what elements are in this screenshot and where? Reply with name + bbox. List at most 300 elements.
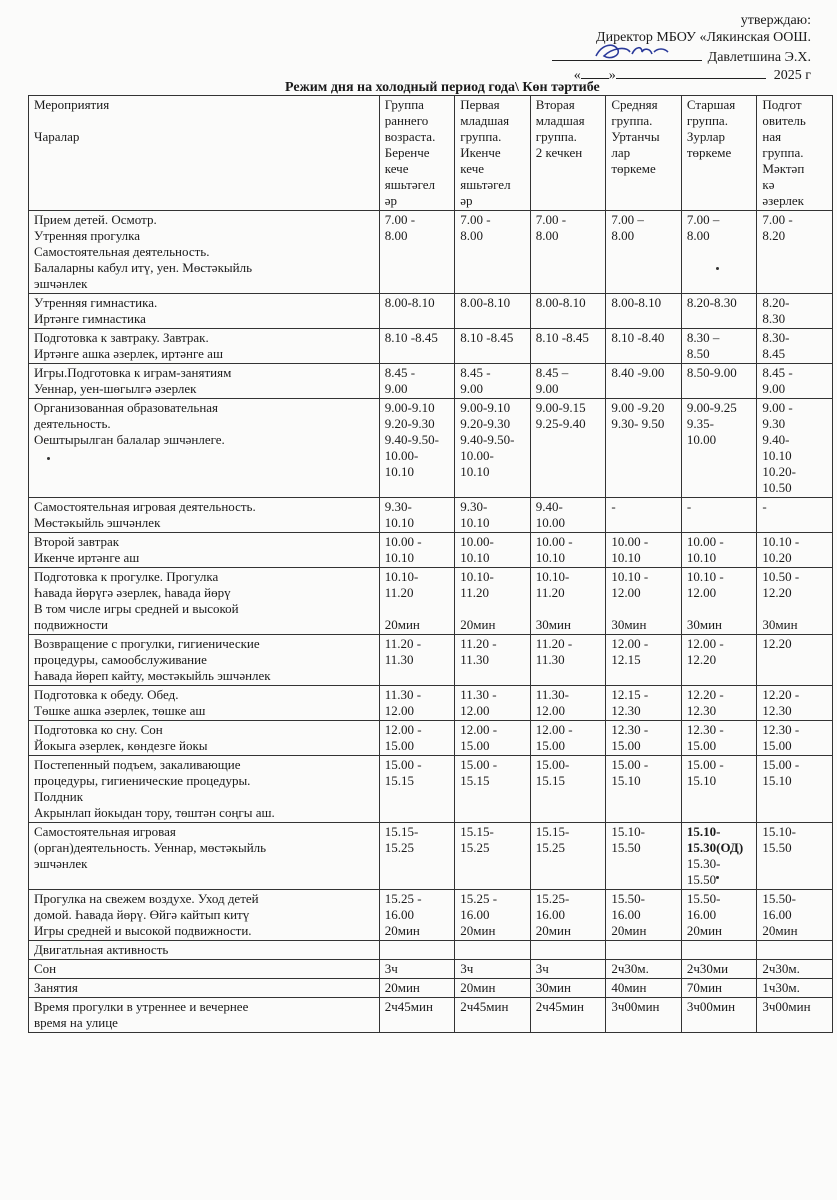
time-cell — [606, 533, 682, 568]
time-cell — [379, 960, 455, 979]
time-value: 9.00 — [460, 381, 484, 396]
time-value: 8.30 – — [686, 330, 720, 345]
month-blank — [616, 66, 766, 79]
time-cell — [757, 211, 833, 294]
time-value: 2ч45мин — [460, 999, 509, 1014]
time-value — [687, 601, 753, 617]
time-value: 9.00 — [384, 381, 408, 396]
table-row — [29, 498, 833, 533]
time-value: 12.30 - — [686, 722, 724, 737]
approval-name: Давлетшина Э.Х. — [707, 50, 811, 65]
activity-line: деятельность. — [34, 416, 111, 431]
table-row — [29, 635, 833, 686]
header-group-line: Зурлар — [686, 129, 725, 144]
header-group-cell — [681, 96, 757, 211]
activity-line: Сон — [34, 961, 57, 976]
time-value: 20мин — [460, 617, 496, 632]
time-value: 12.00 — [384, 703, 414, 718]
signature-blank — [552, 46, 702, 61]
time-value: 15.30(ОД) — [686, 840, 744, 855]
time-cell — [681, 399, 757, 498]
time-value: 9.00-9.10 — [460, 400, 511, 415]
time-value: 8.00 — [611, 228, 635, 243]
header-group-line: 2 кечкен — [535, 145, 583, 160]
activity-line: Мөстәкыйль эшчәнлек — [34, 515, 161, 530]
time-cell — [681, 823, 757, 890]
time-value: 20мин — [460, 923, 496, 938]
time-value: 8.10 -8.40 — [611, 330, 665, 345]
time-value: 11.20 - — [460, 636, 497, 651]
time-value: 20мин — [384, 980, 420, 995]
time-value: 20мин — [611, 923, 647, 938]
time-value: 15.00 — [460, 738, 490, 753]
time-value — [611, 942, 677, 958]
time-value: 30мин — [686, 617, 722, 632]
activity-line: время на улице — [34, 1015, 118, 1030]
activity-cell — [29, 823, 380, 890]
time-value: 9.40-9.50- — [460, 432, 515, 447]
time-value: 10.00 - — [611, 534, 649, 549]
time-cell — [681, 329, 757, 364]
header-group-cell — [606, 96, 682, 211]
header-group-line: кече — [460, 161, 485, 176]
time-value: 10.10- — [535, 569, 570, 584]
time-value: 15.00 - — [686, 757, 724, 772]
activity-cell — [29, 568, 380, 635]
table-row — [29, 756, 833, 823]
time-cell — [379, 823, 455, 890]
time-value: 12.15 — [611, 652, 641, 667]
time-value: 15.00 — [535, 738, 566, 753]
time-cell — [455, 890, 531, 941]
time-cell — [757, 533, 833, 568]
time-value: 15.50 — [611, 840, 641, 855]
time-value: 10.10 — [460, 515, 490, 530]
time-value: 10.00 - — [686, 534, 724, 549]
time-value: 8.45 – — [535, 365, 569, 380]
time-value — [536, 601, 602, 617]
time-cell — [757, 721, 833, 756]
activity-cell — [29, 890, 380, 941]
header-group-line: Подгот — [762, 97, 802, 112]
time-value: 8.00-8.10 — [611, 295, 662, 310]
time-value: 3ч — [384, 961, 398, 976]
time-cell — [606, 756, 682, 823]
table-row — [29, 960, 833, 979]
time-cell — [757, 364, 833, 399]
table-row — [29, 211, 833, 294]
time-value: 15.15 — [460, 773, 490, 788]
time-value: 8.30- — [762, 330, 790, 345]
time-value: 70мин — [686, 980, 722, 995]
table-row — [29, 533, 833, 568]
activity-line: (орган)деятельность. Уеннар, мөстәкыйль — [34, 840, 267, 855]
time-value: 15.25 - — [384, 891, 422, 906]
time-value: 12.20 - — [762, 687, 800, 702]
time-value: 15.00 - — [460, 757, 498, 772]
activity-line: Балаларны кабул итү, уен. Мөстәкыйль — [34, 260, 252, 275]
time-value: 11.20 - — [384, 636, 422, 651]
time-value: 8.10 -8.45 — [460, 330, 514, 345]
header-group-line: Группа — [384, 97, 424, 112]
activity-line: Второй завтрак — [34, 534, 120, 549]
time-cell — [379, 635, 455, 686]
activity-line: Икенче иртәнге аш — [34, 550, 140, 565]
time-cell — [379, 686, 455, 721]
time-value: 15.00 - — [762, 757, 800, 772]
approval-heading: утверждаю: — [740, 13, 811, 28]
table-row — [29, 686, 833, 721]
activity-cell — [29, 686, 380, 721]
header-group-line: лар — [611, 145, 631, 160]
header-group-line: Старшая — [686, 97, 736, 112]
header-activity — [29, 96, 380, 211]
header-group-line: овитель — [762, 113, 806, 128]
header-group-line: младшая — [460, 113, 510, 128]
time-cell — [455, 498, 531, 533]
schedule-body — [29, 211, 833, 1033]
time-value: 2ч30ми — [686, 961, 729, 976]
time-value — [611, 601, 677, 617]
header-group-line: группа. — [460, 129, 502, 144]
time-cell — [530, 979, 606, 998]
time-value: 10.50 — [762, 480, 792, 495]
time-value: 15.50- — [762, 891, 796, 906]
table-row — [29, 941, 833, 960]
time-value: 2ч45мин — [535, 999, 584, 1014]
header-group-line: группа. — [686, 113, 728, 128]
activity-line: Занятия — [34, 980, 78, 995]
header-activity-ru: Мероприятия — [34, 97, 110, 112]
time-cell — [455, 211, 531, 294]
time-value — [460, 942, 526, 958]
time-cell — [681, 364, 757, 399]
date-open-quote: « — [573, 68, 581, 83]
time-value: 10.10 — [762, 448, 792, 463]
activity-line: Төшке ашка әзерлек, төшке аш — [34, 703, 206, 718]
time-cell — [606, 890, 682, 941]
time-cell — [757, 890, 833, 941]
time-cell — [681, 721, 757, 756]
approval-signature-line — [552, 46, 811, 66]
table-row — [29, 364, 833, 399]
activity-cell — [29, 960, 380, 979]
activity-line: Игры средней и высокой подвижности. — [34, 923, 252, 938]
time-value: 30мин — [762, 617, 798, 632]
time-value — [385, 601, 451, 617]
time-value: 8.50-9.00 — [686, 365, 737, 380]
table-row — [29, 399, 833, 498]
time-value: 2ч30м. — [611, 961, 649, 976]
activity-line: Подготовка к прогулке. Прогулка — [34, 569, 219, 584]
time-value: - — [686, 499, 692, 514]
time-cell — [757, 329, 833, 364]
time-value: 9.30- — [384, 499, 412, 514]
signature-icon — [592, 40, 672, 62]
time-value: 12.20 — [686, 652, 717, 667]
time-value: 11.30 — [384, 652, 414, 667]
activity-line: процедуры, гигиенические процедуры. — [34, 773, 251, 788]
header-group-line: ная — [762, 129, 782, 144]
time-value — [536, 942, 602, 958]
time-value: 8.00 — [535, 228, 559, 243]
activity-line: Прогулка на свежем воздухе. Уход детей — [34, 891, 259, 906]
header-group-line: әр — [384, 193, 398, 208]
time-value: 10.10 — [460, 550, 490, 565]
header-group-line: младшая — [535, 113, 585, 128]
time-cell — [606, 941, 682, 960]
time-value: 7.00 - — [535, 212, 567, 227]
approval-block — [552, 12, 811, 84]
time-value: 16.00 — [535, 907, 566, 922]
time-cell — [757, 979, 833, 998]
time-value: 12.00 — [535, 703, 566, 718]
header-group-line: возраста. — [384, 129, 436, 144]
time-value: 8.00-8.10 — [535, 295, 586, 310]
time-cell — [606, 998, 682, 1033]
activity-cell — [29, 329, 380, 364]
daily-schedule-table — [28, 95, 833, 1033]
time-value: 8.45 — [762, 346, 786, 361]
time-value: 15.00- — [535, 757, 570, 772]
time-value: 8.10 -8.45 — [384, 330, 438, 345]
time-value: 8.45 - — [460, 365, 491, 380]
time-value: 8.00 — [384, 228, 408, 243]
time-cell — [379, 756, 455, 823]
time-cell — [681, 998, 757, 1033]
time-value: 11.20 — [460, 585, 490, 600]
time-cell — [757, 568, 833, 635]
activity-cell — [29, 211, 380, 294]
time-cell — [606, 399, 682, 498]
time-cell — [379, 998, 455, 1033]
time-cell — [379, 498, 455, 533]
header-activity-tt: Чаралар — [34, 129, 80, 144]
activity-line: Подготовка ко сну. Сон — [34, 722, 163, 737]
time-value: 7.00 – — [611, 212, 644, 227]
time-value: 10.10 — [535, 550, 566, 565]
header-group-line: Вторая — [535, 97, 575, 112]
time-value: 9.40-9.50- — [384, 432, 439, 447]
activity-line: Полдник — [34, 789, 84, 804]
approval-year: 2025 г — [773, 68, 811, 83]
header-group-line: Средняя — [611, 97, 658, 112]
header-group-line: Беренче — [384, 145, 430, 160]
time-value: 12.20 — [762, 585, 792, 600]
header-group-line: раннего — [384, 113, 429, 128]
header-group-cell — [530, 96, 606, 211]
time-cell — [530, 941, 606, 960]
time-cell — [681, 211, 757, 294]
header-group-line: төркеме — [686, 145, 732, 160]
time-cell — [455, 979, 531, 998]
time-value: 10.20 — [762, 550, 792, 565]
header-group-line: Мәктәп — [762, 161, 805, 176]
time-value: 10.10 - — [686, 569, 724, 584]
time-value: 12.30 - — [762, 722, 800, 737]
time-cell — [681, 635, 757, 686]
header-group-line: төркеме — [611, 161, 656, 176]
time-value: 8.30 — [762, 311, 786, 326]
header-group-line: яшьтәгел — [384, 177, 436, 192]
time-value: 9.00 -9.20 — [611, 400, 665, 415]
time-cell — [530, 960, 606, 979]
table-row — [29, 979, 833, 998]
activity-line: Время прогулки в утреннее и вечернее — [34, 999, 249, 1014]
time-value: 30мин — [535, 980, 571, 995]
time-value: 12.00 - — [611, 636, 649, 651]
time-value: 12.00 — [460, 703, 490, 718]
header-group-cell — [379, 96, 455, 211]
header-group-cell — [455, 96, 531, 211]
time-value: 10.00 - — [535, 534, 573, 549]
time-value: 9.40- — [762, 432, 790, 447]
time-value: 15.10 — [686, 773, 717, 788]
time-cell — [606, 498, 682, 533]
time-value: 9.00-9.15 — [535, 400, 586, 415]
time-cell — [681, 568, 757, 635]
time-value: 12.20 - — [686, 687, 724, 702]
time-cell — [681, 498, 757, 533]
time-value: 11.30 — [460, 652, 490, 667]
time-value: 10.00- — [460, 534, 494, 549]
time-value: 8.00 — [686, 228, 710, 243]
time-cell — [606, 294, 682, 329]
time-value: 10.20- — [762, 464, 796, 479]
header-group-line: әзерлек — [762, 193, 804, 208]
scan-speck — [716, 876, 719, 879]
time-cell — [757, 941, 833, 960]
table-row — [29, 329, 833, 364]
time-cell — [757, 998, 833, 1033]
time-value: 15.15- — [460, 824, 494, 839]
header-group-line: Первая — [460, 97, 500, 112]
time-value: 20мин — [460, 980, 496, 995]
time-value: 15.00 — [686, 738, 717, 753]
time-value: 12.30 — [611, 703, 641, 718]
time-value: 8.00 — [460, 228, 484, 243]
time-value: 9.20-9.30 — [384, 416, 435, 431]
time-cell — [379, 211, 455, 294]
time-value: 16.00 — [460, 907, 490, 922]
approval-position: Директор МБОУ «Лякинская ООШ. — [596, 30, 811, 45]
time-value: 20мин — [535, 923, 571, 938]
time-cell — [757, 686, 833, 721]
time-value: 15.50 — [686, 872, 717, 887]
time-cell — [606, 211, 682, 294]
time-value: 10.10- — [384, 569, 419, 584]
table-row — [29, 890, 833, 941]
time-value: 10.10 - — [611, 569, 649, 584]
time-value: 16.00 — [611, 907, 641, 922]
day-blank — [581, 66, 609, 79]
time-cell — [530, 998, 606, 1033]
time-value: 20мин — [384, 923, 420, 938]
time-value: 15.15 — [535, 773, 566, 788]
time-value: 15.50- — [686, 891, 721, 906]
activity-cell — [29, 498, 380, 533]
activity-cell — [29, 979, 380, 998]
time-value: 12.00 - — [460, 722, 498, 737]
time-cell — [606, 979, 682, 998]
time-value: 10.00 — [686, 432, 717, 447]
time-cell — [530, 756, 606, 823]
activity-line: Һавада йөрүгә әзерлек, һавада йөрү — [34, 585, 231, 600]
activity-cell — [29, 756, 380, 823]
time-value: 10.10 — [384, 515, 414, 530]
time-cell — [606, 364, 682, 399]
table-header-row — [29, 96, 833, 211]
table-row — [29, 998, 833, 1033]
time-cell — [757, 960, 833, 979]
time-value: 10.10 - — [762, 534, 800, 549]
time-value — [385, 942, 451, 958]
time-value: 16.00 — [762, 907, 792, 922]
time-cell — [757, 635, 833, 686]
scan-speck — [716, 267, 719, 270]
time-cell — [455, 960, 531, 979]
time-value: 12.20 — [762, 636, 792, 651]
time-cell — [681, 533, 757, 568]
page-title: Режим дня на холодный период года\ Көн тәртибе — [285, 80, 600, 95]
time-cell — [455, 635, 531, 686]
time-value: 15.10 — [611, 773, 641, 788]
time-value: 1ч30м. — [762, 980, 800, 995]
activity-line: Самостоятельная игровая — [34, 824, 176, 839]
time-value: 10.50 - — [762, 569, 800, 584]
time-cell — [530, 329, 606, 364]
time-value: 3ч00мин — [686, 999, 736, 1014]
time-value: 11.30 - — [460, 687, 497, 702]
activity-line: Самостоятельная игровая деятельность. — [34, 499, 256, 514]
time-value: 12.30 — [686, 703, 717, 718]
time-cell — [455, 721, 531, 756]
time-value: 12.00 - — [535, 722, 573, 737]
time-cell — [681, 294, 757, 329]
time-value: 12.00 — [611, 585, 641, 600]
time-value: 8.40 -9.00 — [611, 365, 665, 380]
time-cell — [379, 364, 455, 399]
time-value: 9.30 — [762, 416, 786, 431]
time-value: 10.10 — [460, 464, 490, 479]
time-value: 15.00 - — [384, 757, 422, 772]
time-value: 3ч00мин — [762, 999, 811, 1014]
time-value: 9.40- — [535, 499, 563, 514]
activity-line: Утренняя гимнастика. — [34, 295, 158, 310]
time-cell — [530, 635, 606, 686]
time-cell — [530, 568, 606, 635]
time-value: 15.00 - — [611, 757, 649, 772]
time-cell — [455, 823, 531, 890]
time-value: 30мин — [535, 617, 571, 632]
time-cell — [530, 399, 606, 498]
time-cell — [530, 686, 606, 721]
header-group-line: кә — [762, 177, 775, 192]
time-value: 9.00 — [762, 381, 786, 396]
time-value: 15.15 — [384, 773, 414, 788]
time-cell — [530, 364, 606, 399]
time-cell — [530, 294, 606, 329]
time-value: 10.00- — [460, 448, 494, 463]
time-cell — [379, 294, 455, 329]
time-value: 15.25- — [535, 891, 570, 906]
time-cell — [757, 756, 833, 823]
time-cell — [757, 294, 833, 329]
time-value: 15.15- — [384, 824, 419, 839]
activity-line: Иртәнге ашка әзерлек, иртәнге аш — [34, 346, 223, 361]
time-cell — [455, 533, 531, 568]
time-cell — [455, 756, 531, 823]
